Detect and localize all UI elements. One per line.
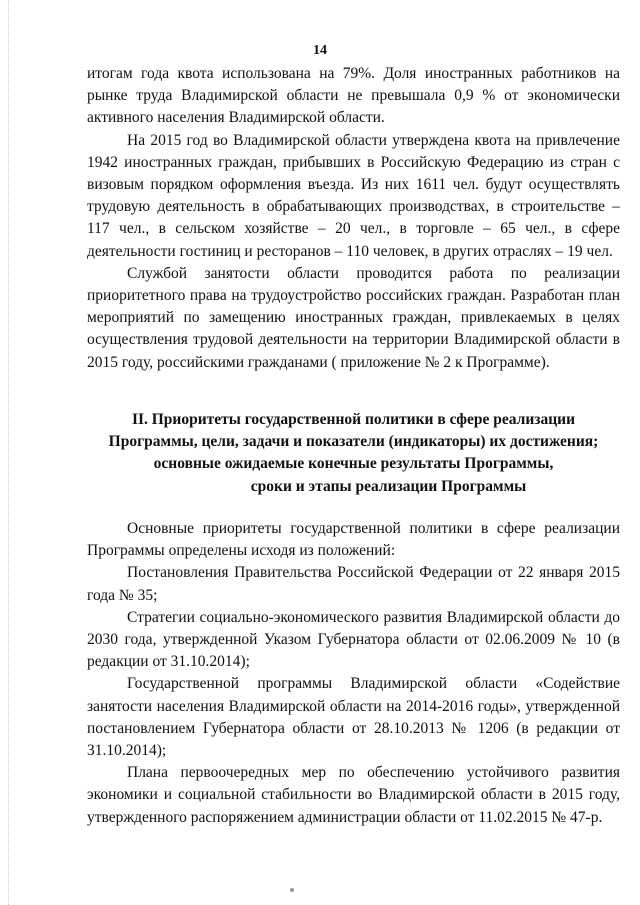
heading-line-3: основные ожидаемые конечные результаты Программы,	[153, 455, 554, 473]
section-heading	[87, 409, 620, 498]
heading-line-1: II. Приоритеты государственной политики в сфере реализации	[131, 411, 576, 428]
heading-line-2: Программы, цели, задачи и показатели (индикаторы) их достижения;	[108, 433, 599, 451]
body-text-top	[87, 63, 620, 374]
heading-line-4: сроки и этапы реализации Программы	[250, 477, 527, 495]
paragraph-employment-service: Службой занятости области проводится работа по реализации приоритетного права на трудоустройство российских граждан. Разработан план мероприятий по замещению иностранных граждан, привлекаемых в целях осуществления трудовой деятельности на территории Владимирской области в 2015 году, российскими гражданами ( приложение № 2 к Программе).	[87, 264, 620, 371]
paragraph-priorities: Основные приоритеты государственной политики в сфере реализации Программы определены исходя из положений:	[87, 520, 620, 560]
page-number: 14	[313, 43, 327, 58]
body-text-bottom	[87, 518, 620, 829]
scan-margin-edge	[8, 0, 10, 905]
paragraph-continuation: итогам года квота использована на 79%. Доля иностранных работников на рынке труда Владимирской области не превышала 0,9 % от экономически активного населения Владимирской области.	[87, 65, 620, 127]
scan-speck	[290, 888, 294, 892]
paragraph-state-program: Государственной программы Владимирской области «Содействие занятости населения Владимирской области на 2014-2016 годы», утвержденной постановлением Губернатора области от 28.10.2013 № 1206 (в редакции от 31.10.2014);	[87, 675, 620, 760]
paragraph-plan: Плана первоочередных мер по обеспечению устойчивого развития экономики и социальной стабильности во Владимирской области в 2015 году, утвержденного распоряжением администрации области от 11.02.2015 № 47-р.	[87, 764, 620, 826]
paragraph-strategy: Стратегии социально-экономического развития Владимирской области до 2030 года, утвержденной Указом Губернатора области от 02.06.2009 № 10 (в редакции от 31.10.2014);	[87, 608, 620, 671]
paragraph-government-decree: Постановления Правительства Российской Федерации от 22 января 2015 года № 35;	[87, 564, 620, 604]
paragraph-quota: На 2015 год во Владимирской области утверждена квота на привлечение 1942 иностранных граждан, прибывших в Российскую Федерацию из стран с визовым порядком оформления въезда. Из них 1611 чел. будут осуществлять трудовую деятельность в обрабатывающих производствах, в строительстве – 117 чел., в сельском хозяйстве – 20 чел., в торговле – 65 чел., в сфере деятельности гостиниц и ресторанов – 110 человек, в других отраслях – 19 чел.	[87, 131, 620, 260]
